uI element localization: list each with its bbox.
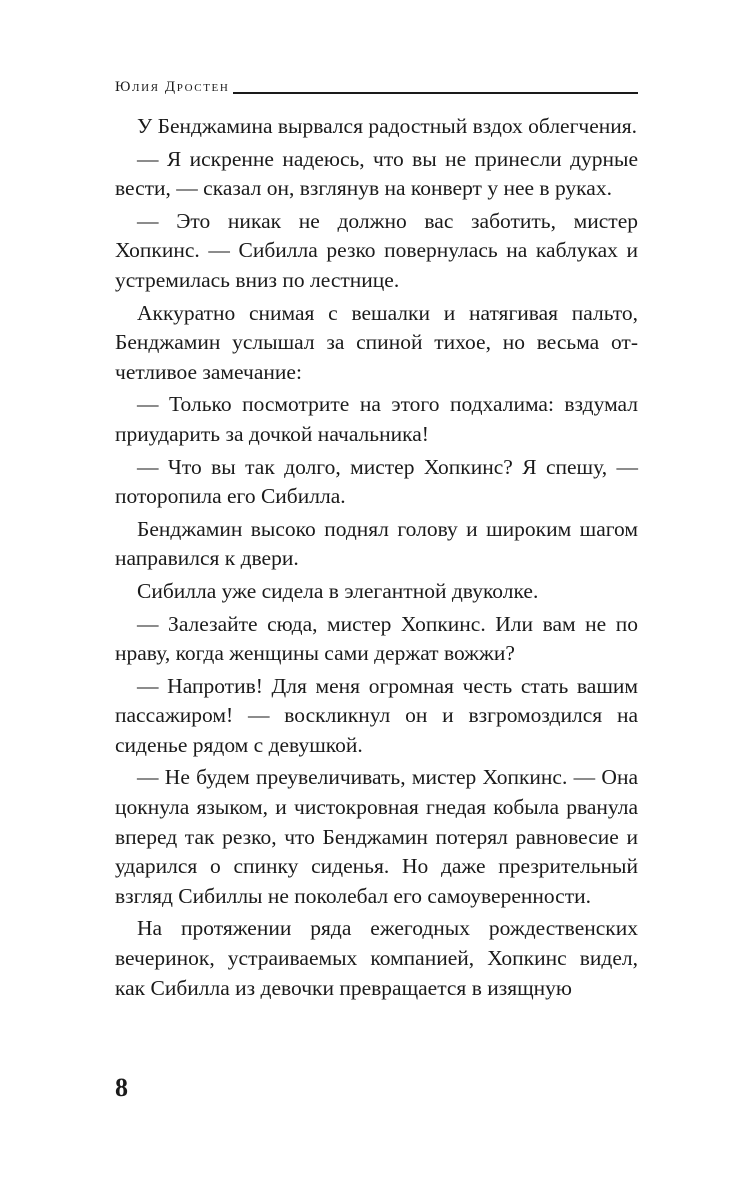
paragraph: Сибилла уже сидела в элегантной двуколке. — [137, 578, 539, 603]
running-header — [115, 76, 638, 98]
paragraph: — Я искренне надеюсь, что вы не принесли дурные вести, — сказал он, взглянув на конверт у нее в руках. — [115, 146, 638, 201]
paragraph: — Это никак не должно вас заботить, мистер Хопкинс. — Сибилла резко повернулась на каблуках и устремилась вниз по лестнице. — [115, 208, 638, 292]
header-rule — [233, 92, 638, 94]
paragraph: — Не будем преувеличивать, мистер Хопкинс. — Она цокнула языком, и чистокровная гнедая кобыла рванула вперед так резко, что Бенджамин потерял равновесие и ударился о спинку сиденья. Но даже презрительный взгляд Сибиллы не поколебал его самоуверенности. — [115, 765, 638, 908]
paragraph: — Что вы так долго, мистер Хопкинс? Я спешу, — поторопила его Сибилла. — [115, 454, 638, 509]
running-header-author: Юлия Дростен — [115, 79, 230, 95]
paragraph: — Залезайте сюда, мистер Хопкинс. Или вам не по нраву, когда женщины сами держат вожжи? — [115, 611, 638, 666]
paragraph: — Напротив! Для меня огромная честь стать вашим пассажиром! — воскликнул он и взгромоздился на сиденье рядом с девушкой. — [115, 673, 638, 757]
body-text — [115, 112, 638, 1003]
page-number: 8 — [115, 1073, 128, 1102]
paragraph: Аккуратно снимая с вешалки и натягивая пальто, Бенджамин услышал за спиной тихое, но весьма отчетливое замечание: — [115, 300, 638, 384]
paragraph: Бенджамин высоко поднял голову и широким шагом направился к двери. — [115, 516, 638, 571]
paragraph: На протяжении ряда ежегодных рождественских вечеринок, устраиваемых компанией, Хопкинс видел, как Сибилла из девочки превращается в изящную — [115, 916, 638, 1000]
paragraph: У Бенджамина вырвался радостный вздох облегчения. — [137, 114, 638, 138]
paragraph: — Только посмотрите на этого подхалима: вздумал приударить за дочкой начальника! — [115, 392, 638, 446]
